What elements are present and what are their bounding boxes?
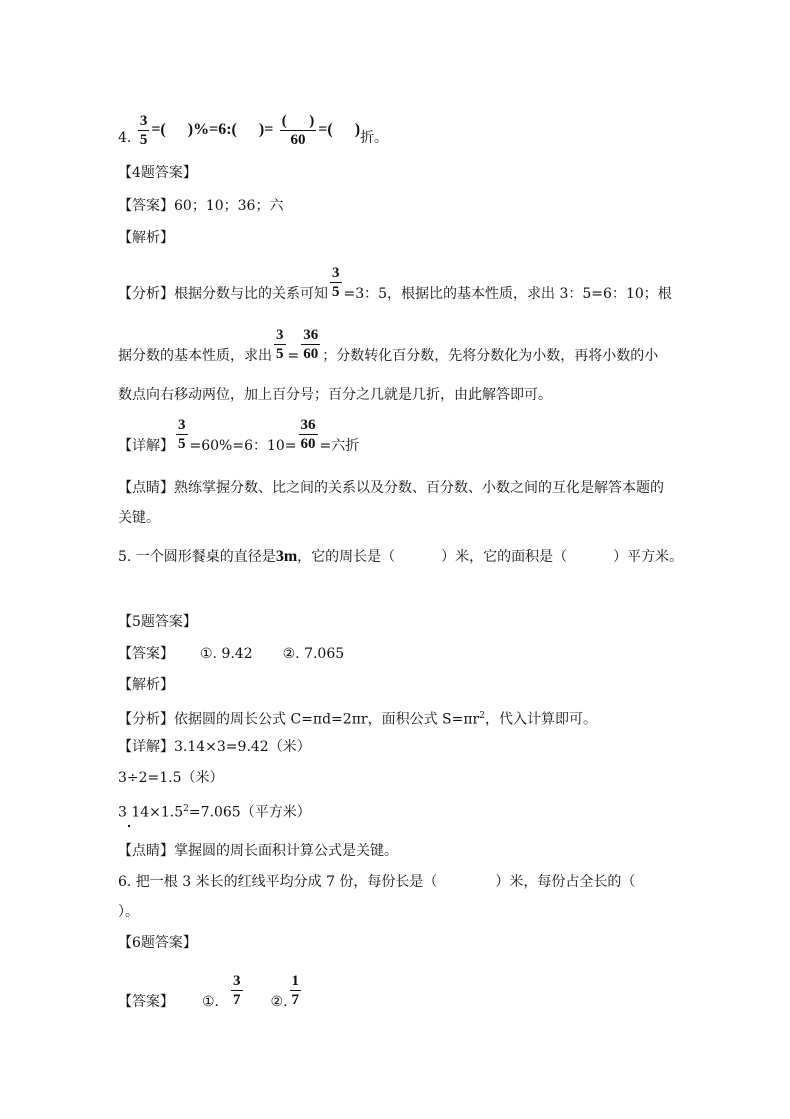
q4-fenxi-line3: 数点向右移动两位，加上百分号；百分之几就是几折，由此解答即可。 bbox=[118, 387, 552, 403]
q5-analysis-header: 【解析】 bbox=[118, 677, 174, 693]
q5-detail-3: 3 $14\times 1.5^2=7.065$（平方米） bbox=[118, 804, 311, 821]
fraction-36-60: $\frac{36}{60}$ bbox=[300, 416, 316, 452]
q5-detail-1: 【详解】3.14×3=9.42（米） bbox=[118, 739, 311, 755]
q6-answer: 【答案】 ①. $\frac{3}{7}$ ②. $\frac{1}{7}$ bbox=[118, 972, 300, 1010]
q4-fraction-blank-60: $\frac{( )}{60}$ bbox=[281, 112, 315, 148]
q6-stem-cont: ）。 bbox=[118, 904, 139, 920]
fraction-1-7: $\frac{1}{7}$ bbox=[291, 972, 300, 1008]
q4-fenxi-line1: 【分析】根据分数与比的关系可知 $\frac{3}{5}$ =3：5，根据比的基本性质，求出 3：5=6：10；根 bbox=[118, 264, 672, 302]
q4-answer-header: 【4题答案】 bbox=[118, 165, 197, 181]
q4-fenxi-line2: 据分数的基本性质，求出 $\frac{3}{5}$ = $\frac{36}{60}$ ；分数转化百分数，先将分数化为小数，再将小数的小 bbox=[118, 326, 659, 364]
q5-answer-header: 【5题答案】 bbox=[118, 614, 197, 630]
q4-stem: 4. $\frac{3}{5}$ =( )%=6:( )= $\frac{( )}{60}$ =( )折。 bbox=[118, 112, 389, 148]
q4-detail: 【详解】 $\frac{3}{5}$ =60%=6：10= $\frac{36}{60}$ =六折 bbox=[118, 416, 360, 454]
q4-fraction-3-5: $\frac{3}{5}$ bbox=[139, 112, 148, 148]
fraction-3-5: $\frac{3}{5}$ bbox=[332, 264, 340, 300]
q4-number: 4. bbox=[118, 130, 132, 146]
q6-stem: 6. 把一根 3 米长的红线平均分成 7 份，每份长是（ ）米，每份占全长的（ bbox=[118, 874, 636, 890]
q4-tip: 【点睛】熟练掌握分数、比之间的关系以及分数、百分数、小数之间的互化是解答本题的 bbox=[118, 480, 664, 496]
dot-mark bbox=[128, 825, 130, 827]
q4-analysis-header: 【解析】 bbox=[118, 230, 174, 246]
fraction-36-60: $\frac{36}{60}$ bbox=[303, 326, 319, 362]
q5-fenxi: 【分析】依据圆的周长公式 C=πd=2πr，面积公式 $S=\pi r^2$，代入计算即可。 bbox=[118, 711, 597, 728]
q5-answer: 【答案】 ①. 9.42 ②. 7.065 bbox=[118, 646, 345, 662]
fraction-3-5: $\frac{3}{5}$ bbox=[276, 326, 284, 362]
q5-tip: 【点睛】掌握圆的周长面积计算公式是关键。 bbox=[118, 843, 398, 859]
q5-stem: 5. 一个圆形餐桌的直径是3m，它的周长是（ ）米，它的面积是（ ）平方米。 bbox=[118, 548, 684, 565]
q5-detail-2: 3÷2=1.5（米） bbox=[118, 770, 224, 786]
q4-tip-cont: 关键。 bbox=[118, 510, 160, 526]
q6-answer-header: 【6题答案】 bbox=[118, 935, 197, 951]
fraction-3-5: $\frac{3}{5}$ bbox=[178, 416, 186, 452]
fraction-3-7: $\frac{3}{7}$ bbox=[233, 972, 241, 1008]
q4-answer: 【答案】60；10；36；六 bbox=[118, 198, 284, 214]
